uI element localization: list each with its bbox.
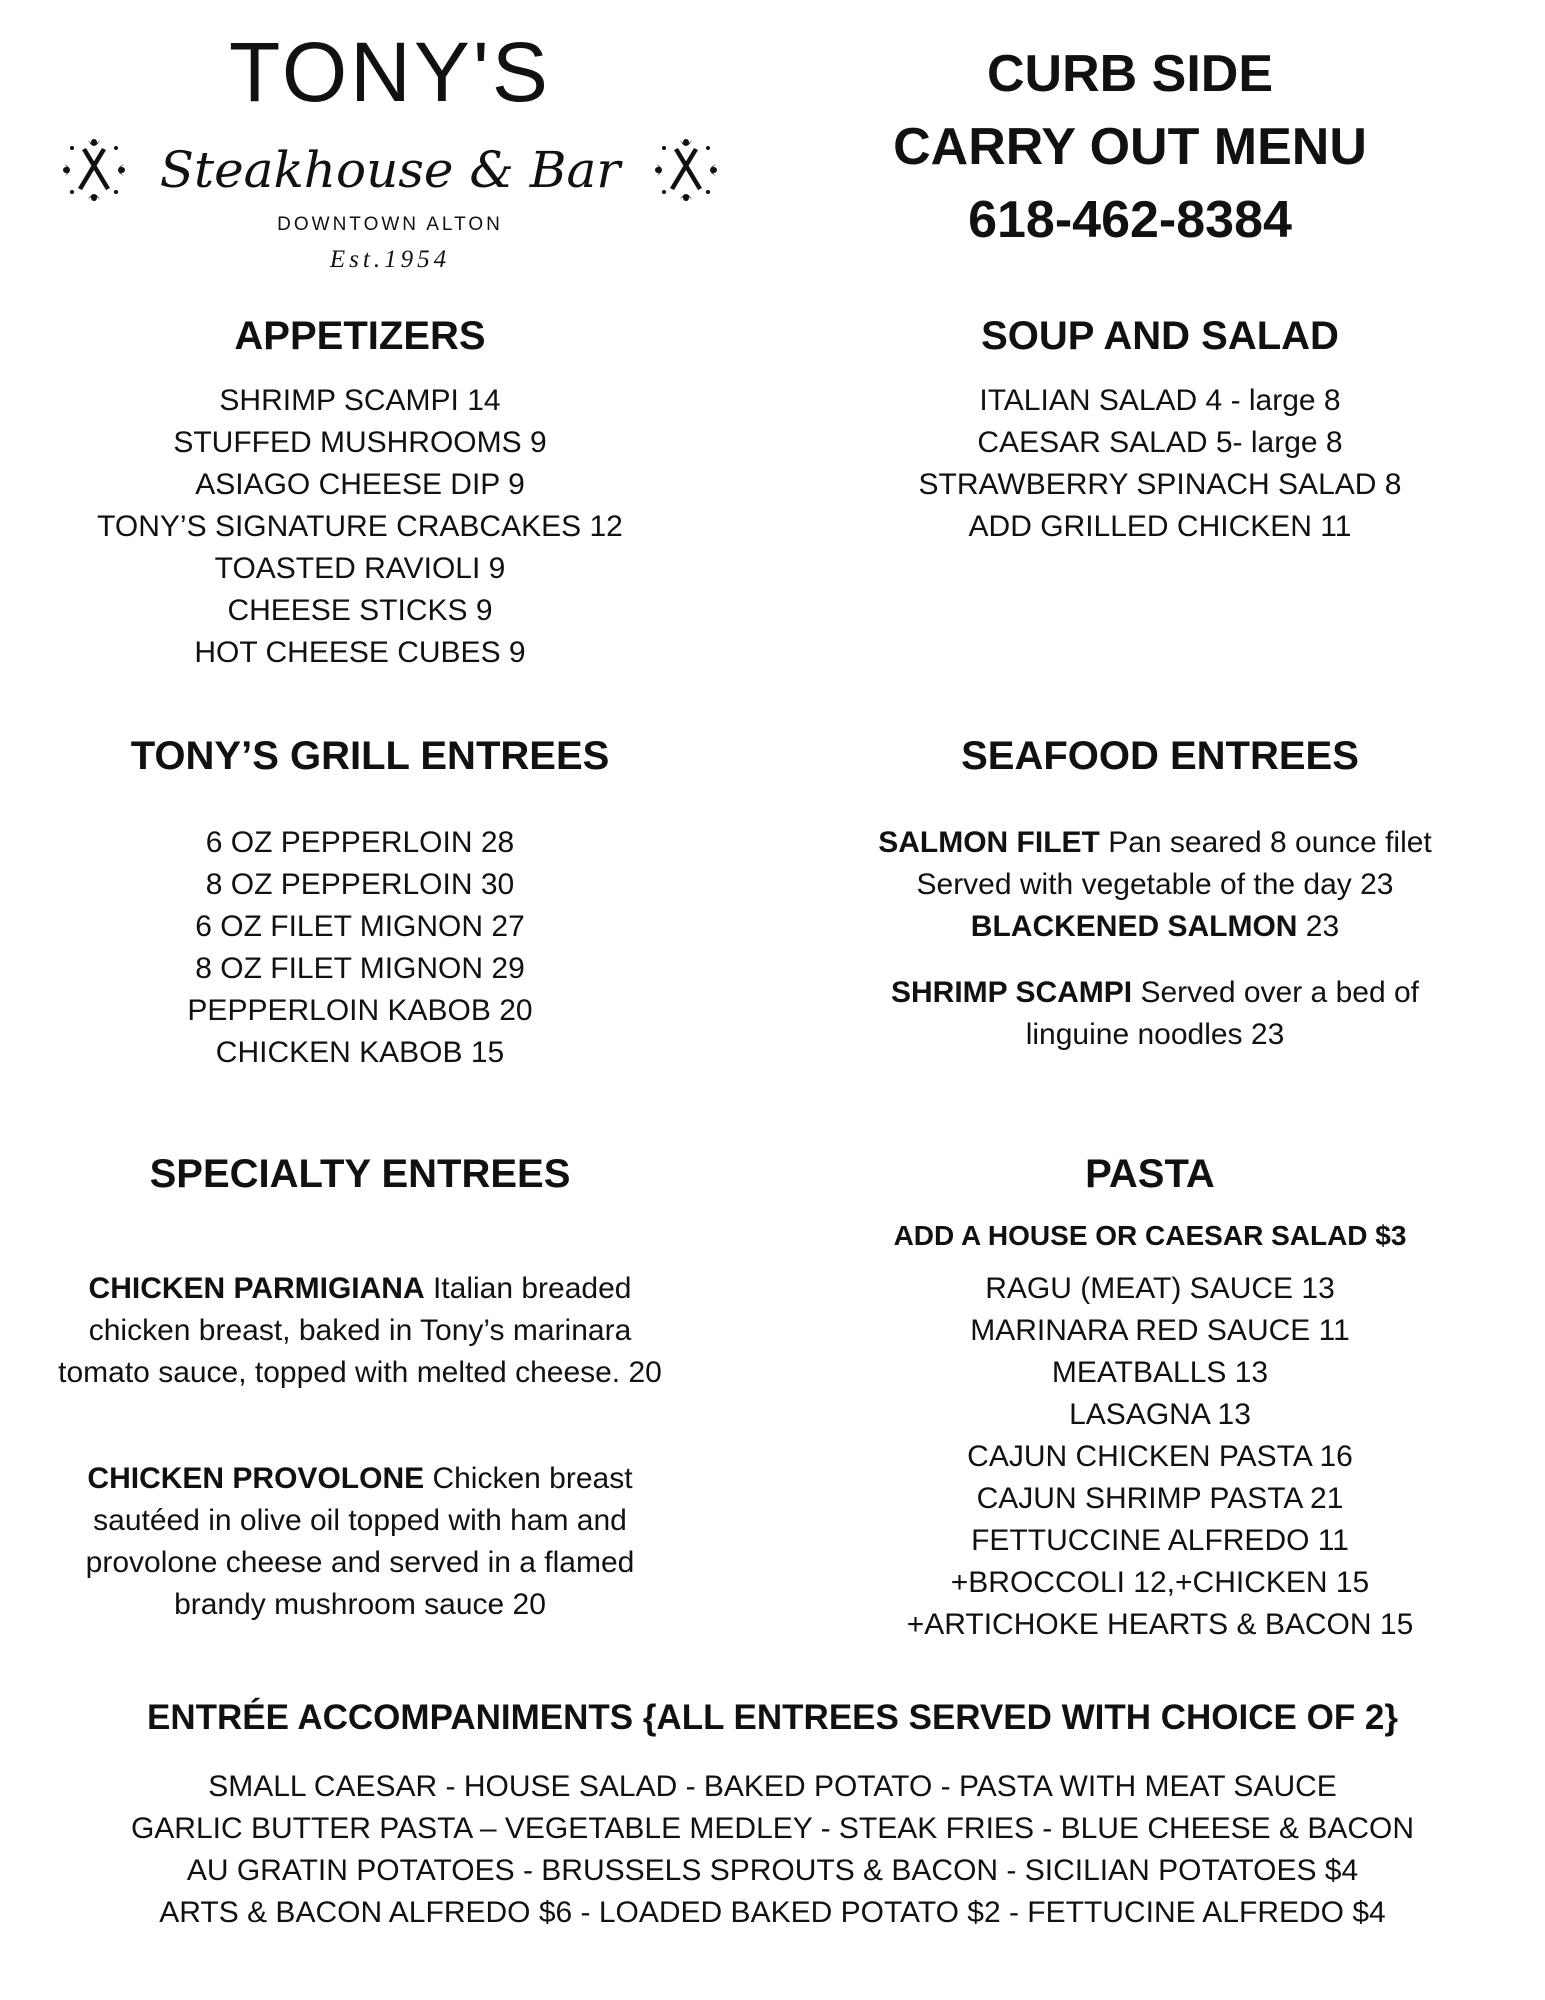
pasta-heading: PASTA <box>1085 1152 1215 1196</box>
list-item: +ARTICHOKE HEARTS & BACON 15 <box>906 1608 1414 1641</box>
blackened-salmon-item <box>845 906 1465 948</box>
item-name: SALMON FILET <box>878 826 1100 859</box>
pasta-salad-note: ADD A HOUSE OR CAESAR SALAD $3 <box>893 1220 1407 1251</box>
list-item: CHICKEN KABOB 15 <box>215 1036 505 1069</box>
brand-established: Est.1954 <box>329 246 451 273</box>
list-item: MARINARA RED SAUCE 11 <box>970 1314 1350 1347</box>
item-description: Italian breaded chicken breast, baked in Tony’s marinara tomato sauce, topped with melted cheese. 20 <box>58 1272 662 1389</box>
logo <box>60 20 720 273</box>
list-item: CAJUN SHRIMP PASTA 21 <box>976 1482 1344 1515</box>
list-item: STUFFED MUSHROOMS 9 <box>173 426 547 459</box>
list-item: +BROCCOLI 12,+CHICKEN 15 <box>950 1566 1370 1599</box>
list-item: CAJUN CHICKEN PASTA 16 <box>967 1440 1353 1473</box>
accompaniment-line: GARLIC BUTTER PASTA – VEGETABLE MEDLEY - STEAK FRIES - BLUE CHEESE & BACON <box>130 1812 1415 1845</box>
utensils-flourish-icon <box>654 138 718 202</box>
brand-subtitle-row <box>60 130 720 210</box>
list-item: RAGU (MEAT) SAUCE 13 <box>985 1272 1335 1305</box>
phone-number: 618-462-8384 <box>968 191 1292 249</box>
list-item: 6 OZ FILET MIGNON 27 <box>195 910 525 943</box>
list-item: PEPPERLOIN KABOB 20 <box>187 994 533 1027</box>
list-item: FETTUCCINE ALFREDO 11 <box>971 1524 1349 1557</box>
list-item: LASAGNA 13 <box>1069 1398 1251 1431</box>
item-name: CHICKEN PARMIGIANA <box>88 1272 425 1305</box>
item-name: CHICKEN PROVOLONE <box>87 1462 425 1495</box>
salmon-filet-item <box>845 822 1465 906</box>
item-description: Pan seared 8 ounce filet Served with vegetable of the day 23 <box>916 826 1432 901</box>
item-description: Served over a bed of linguine noodles 23 <box>1025 976 1419 1051</box>
list-item: SHRIMP SCAMPI 14 <box>219 384 501 417</box>
list-item: ADD GRILLED CHICKEN 11 <box>968 510 1352 543</box>
list-item: 6 OZ PEPPERLOIN 28 <box>205 826 515 859</box>
item-price: 23 <box>1297 910 1340 943</box>
carry-out-header <box>780 38 1480 257</box>
pasta-list <box>830 1268 1490 1646</box>
list-item: TONY’S SIGNATURE CRABCAKES 12 <box>97 510 623 543</box>
list-item: ASIAGO CHEESE DIP 9 <box>195 468 525 501</box>
specialty-entrees-heading: SPECIALTY ENTREES <box>149 1152 571 1196</box>
utensils-flourish-icon <box>62 138 126 202</box>
shrimp-scampi-item <box>845 972 1465 1056</box>
brand-name: TONY'S <box>229 25 551 119</box>
item-name: BLACKENED SALMON <box>970 910 1298 943</box>
grill-entrees-heading: TONY’S GRILL ENTREES <box>130 734 610 778</box>
header-line-1: CURB SIDE <box>986 45 1274 103</box>
list-item: CHEESE STICKS 9 <box>227 594 493 627</box>
header-line-2: CARRY OUT MENU <box>893 118 1367 176</box>
chicken-provolone-item <box>45 1458 675 1626</box>
list-item: ITALIAN SALAD 4 - large 8 <box>979 384 1341 417</box>
list-item: CAESAR SALAD 5- large 8 <box>977 426 1343 459</box>
soup-salad-list <box>830 380 1490 548</box>
chicken-parmigiana-item <box>45 1268 675 1394</box>
soup-salad-heading: SOUP AND SALAD <box>981 314 1339 358</box>
list-item: 8 OZ PEPPERLOIN 30 <box>205 868 515 901</box>
grill-entrees-list <box>40 822 680 1074</box>
appetizers-list <box>40 380 680 674</box>
list-item: STRAWBERRY SPINACH SALAD 8 <box>918 468 1402 501</box>
accompaniments-heading: ENTRÉE ACCOMPANIMENTS {ALL ENTREES SERVED WITH CHOICE OF 2} <box>146 1698 1399 1737</box>
list-item: MEATBALLS 13 <box>1051 1356 1269 1389</box>
list-item: TOASTED RAVIOLI 9 <box>214 552 506 585</box>
item-description: Chicken breast sautéed in olive oil topped with ham and provolone cheese and served in a flamed brandy mushroom sauce 20 <box>85 1462 635 1621</box>
brand-location: DOWNTOWN ALTON <box>277 214 503 235</box>
seafood-entrees-heading: SEAFOOD ENTREES <box>961 734 1359 778</box>
list-item: HOT CHEESE CUBES 9 <box>194 636 526 669</box>
accompaniment-line: SMALL CAESAR - HOUSE SALAD - BAKED POTATO - PASTA WITH MEAT SAUCE <box>208 1770 1337 1803</box>
accompaniment-line: AU GRATIN POTATOES - BRUSSELS SPROUTS & BACON - SICILIAN POTATOES $4 <box>186 1854 1359 1887</box>
appetizers-heading: APPETIZERS <box>234 314 486 358</box>
item-name: SHRIMP SCAMPI <box>890 976 1133 1009</box>
list-item: 8 OZ FILET MIGNON 29 <box>195 952 525 985</box>
accompaniment-line: ARTS & BACON ALFREDO $6 - LOADED BAKED POTATO $2 - FETTUCINE ALFREDO $4 <box>159 1896 1386 1929</box>
brand-subtitle: Steakhouse & Bar <box>159 141 621 199</box>
accompaniments-list <box>20 1766 1525 1934</box>
